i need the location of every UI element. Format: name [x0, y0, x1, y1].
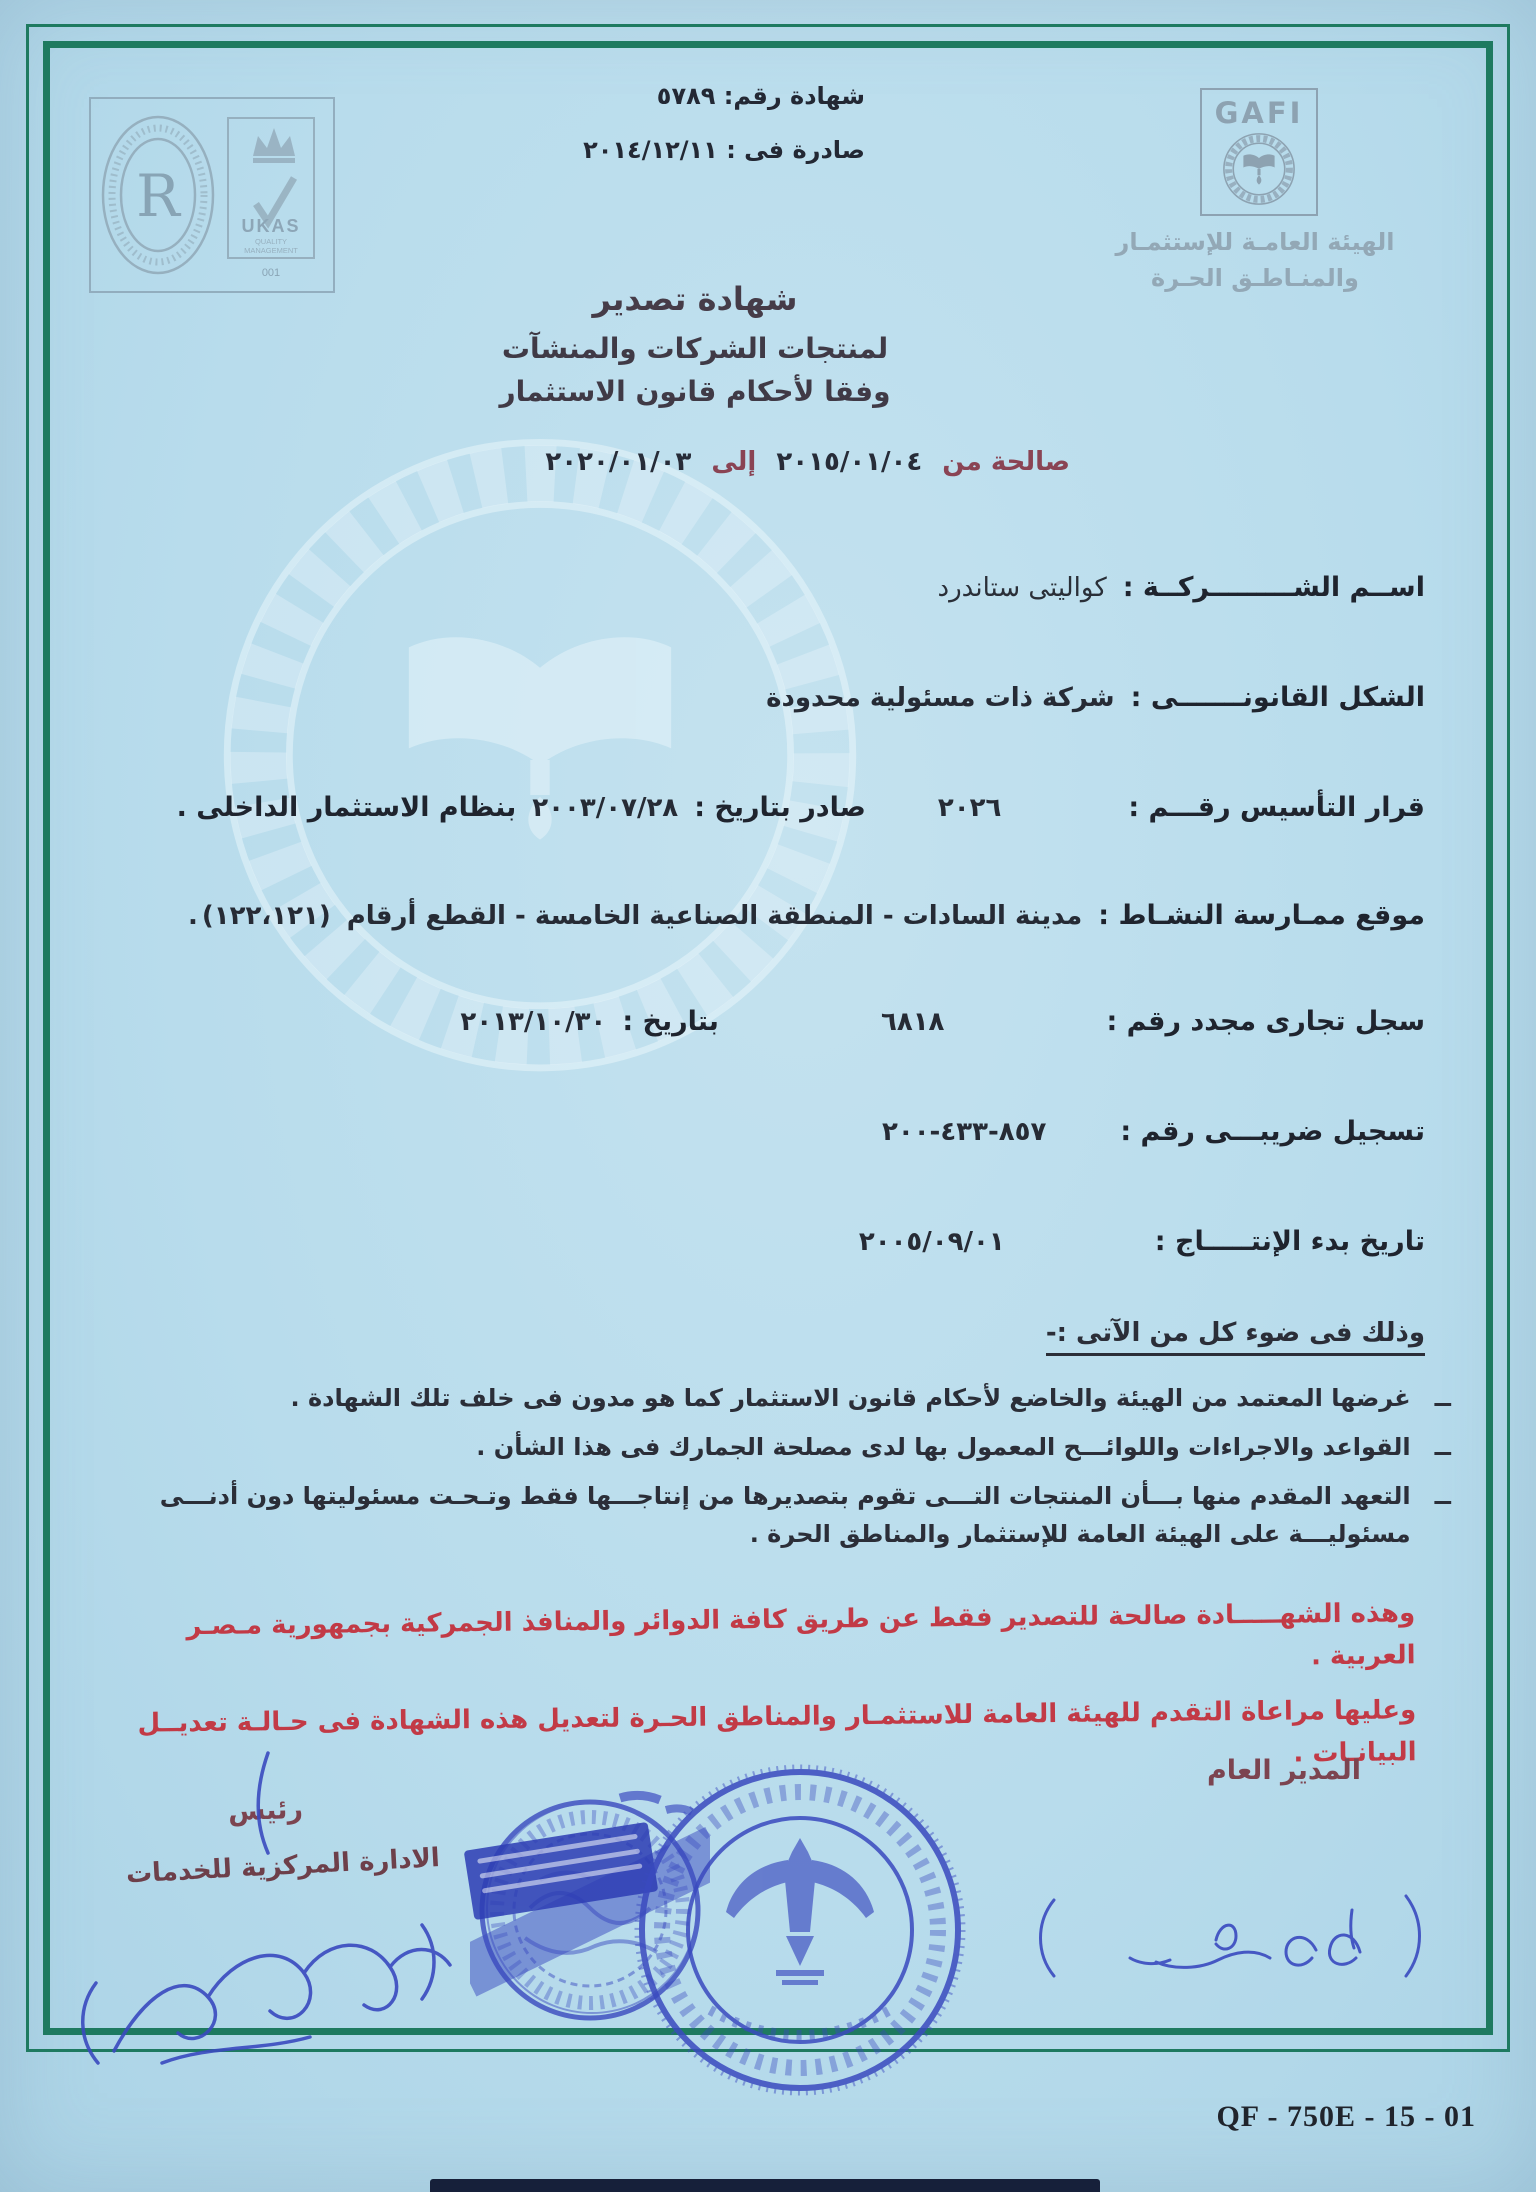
registry-date-value: ٢٠١٣/١٠/٣٠ [460, 1007, 607, 1037]
valid-to-label: إلى [711, 447, 757, 477]
registry-number-label: سجل تجارى مجدد رقم : [1106, 1006, 1425, 1037]
red-notice-line1: وهذه الشهـــــادة صالحة للتصدير فقط عن طريق كافة الدوائر والمنافذ الجمركية بجمهورية مـصـر العربية . [186, 1598, 1416, 1671]
eagle-seal-stamp [630, 1760, 970, 2100]
gafi-watermark-icon [200, 420, 880, 1100]
tax-registration-row [882, 1116, 1425, 1147]
issue-date-line [520, 138, 865, 162]
company-name-label: اســم الشـــــــــركــة : [1122, 572, 1425, 603]
scanner-edge-artifact [430, 2179, 1100, 2192]
certificate-subtitle-1: لمنتجات الشركات والمنشآت [501, 332, 889, 365]
company-name-value: كواليتى ستاندرد [937, 573, 1107, 603]
decree-system-text: بنظام الاستثمار الداخلى . [176, 792, 517, 823]
valid-from-date: ٢٠١٥/٠١/٠٤ [776, 447, 923, 477]
decree-number-label: قرار التأسيس رقـــم : [1128, 792, 1425, 823]
certificate-number-line [520, 84, 865, 108]
establishment-decree-row [177, 792, 1425, 823]
activity-location-value: مدينة السادات - المنطقة الصناعية الخامسة - القطع أرقام [346, 901, 1083, 931]
tax-registration-label: تسجيل ضريبـــى رقم : [1120, 1116, 1425, 1147]
tax-registration-value: ٢٠٠-٤٣٣-٨٥٧ [881, 1117, 1047, 1147]
issue-date-label: صادرة فى : [726, 136, 865, 164]
valid-from-label: صالحة من [942, 447, 1070, 477]
gafi-org-name-line1: الهيئة العامـة للإستثمـار [1115, 228, 1395, 256]
ukas-number: 001 [261, 267, 281, 279]
condition-text: التعهد المقدم منها بـــأن المنتجات التـــى تقوم بتصديرها من إنتاجـــها فقط وتـحـت مسئوليتها دون أدنـــى مسئوليـــة على الهيئة العامة للإستثمار والمناطق الحرة . [159, 1482, 1411, 1548]
general-manager-title: المدير العام [1207, 1755, 1361, 1786]
central-admin-title: الادارة المركزية للخدمات [125, 1843, 441, 1890]
condition-item [130, 1380, 1451, 1417]
certificate-meta [520, 84, 865, 162]
certificate-title: شهادة تصدير [592, 280, 798, 318]
valid-to-date: ٢٠٢٠/٠١/٠٣ [545, 447, 692, 477]
legal-form-value: شركة ذات مسئولية محدودة [766, 683, 1115, 713]
gafi-logo [1200, 88, 1318, 216]
validity-line [280, 447, 1070, 477]
bullet-dash-icon: ــ [1434, 1384, 1451, 1412]
activity-location-period: . [187, 901, 198, 931]
legal-form-row [766, 682, 1425, 713]
certificate-number-value: ٥٧٨٩ [656, 82, 716, 110]
production-start-row [859, 1226, 1425, 1257]
bullet-dash-icon: ــ [1434, 1482, 1451, 1511]
certificate-number-label: شهادة رقم: [723, 82, 865, 110]
right-signature [1020, 1880, 1440, 2000]
activity-location-label: موقع ممـارسة النشـاط : [1098, 900, 1425, 931]
activity-location-row [188, 900, 1425, 931]
chief-title: رئيس [227, 1793, 304, 1828]
lrqa-ukas-mark [88, 96, 336, 294]
decree-number-value: ٢٠٢٦ [937, 793, 1002, 823]
conditions-heading: وذلك فى ضوء كل من الآتى :- [1046, 1318, 1425, 1356]
gafi-logo-text: GAFI [1214, 96, 1304, 130]
registry-date-label: بتاريخ : [622, 1006, 719, 1037]
certificate-title-block [420, 280, 970, 408]
decree-date-label: صادر بتاريخ : [694, 792, 866, 823]
ukas-sub1: QUALITY [254, 237, 288, 246]
gafi-org-name [1100, 224, 1410, 296]
condition-item [130, 1429, 1451, 1466]
certificate-subtitle-2: وفقا لأحكام قانون الاستثمار [499, 375, 891, 408]
conditions-list [130, 1380, 1451, 1565]
ukas-sub2: MANAGEMENT [244, 246, 298, 255]
crown-icon [253, 128, 295, 163]
lrqa-letter: R [136, 162, 180, 230]
commercial-registry-row [460, 1006, 1425, 1037]
issue-date-value: ٢٠١٤/١٢/١١ [583, 136, 718, 164]
production-start-value: ٢٠٠٥/٠٩/٠١ [858, 1227, 1005, 1257]
condition-text: القواعد والاجراءات واللوائـــح المعمول بها لدى مصلحة الجمارك فى هذا الشأن . [476, 1433, 1411, 1462]
rectangular-ink-stamp [464, 1822, 659, 1920]
red-notice-line2: وعليها مراعاة التقدم للهيئة العامة للاستثمـار والمناطق الحـرة لتعديل هذه الشهادة فى حـالـة تعديــل البيانـات . [137, 1695, 1417, 1769]
gafi-org-name-line2: والمنـاطـق الحـرة [1151, 264, 1359, 292]
bullet-dash-icon: ــ [1434, 1433, 1451, 1462]
activity-location-plots: (١٢٢،١٢١) [201, 901, 331, 931]
gafi-emblem-icon [1220, 130, 1298, 208]
registry-number-value: ٦٨١٨ [880, 1007, 945, 1037]
decree-date-value: ٢٠٠٣/٠٧/٢٨ [532, 793, 679, 823]
ukas-label: UKAS [241, 216, 301, 236]
company-name-row [938, 572, 1425, 603]
condition-item [130, 1478, 1451, 1552]
form-code: QF - 750E - 15 - 01 [1216, 2100, 1476, 2133]
legal-form-label: الشكل القانونـــــــى : [1130, 682, 1425, 713]
condition-text: غرضها المعتمد من الهيئة والخاضع لأحكام قانون الاستثمار كما هو مدون فى خلف تلك الشهادة . [290, 1384, 1411, 1412]
production-start-label: تاريخ بدء الإنتـــــاج : [1154, 1226, 1425, 1257]
